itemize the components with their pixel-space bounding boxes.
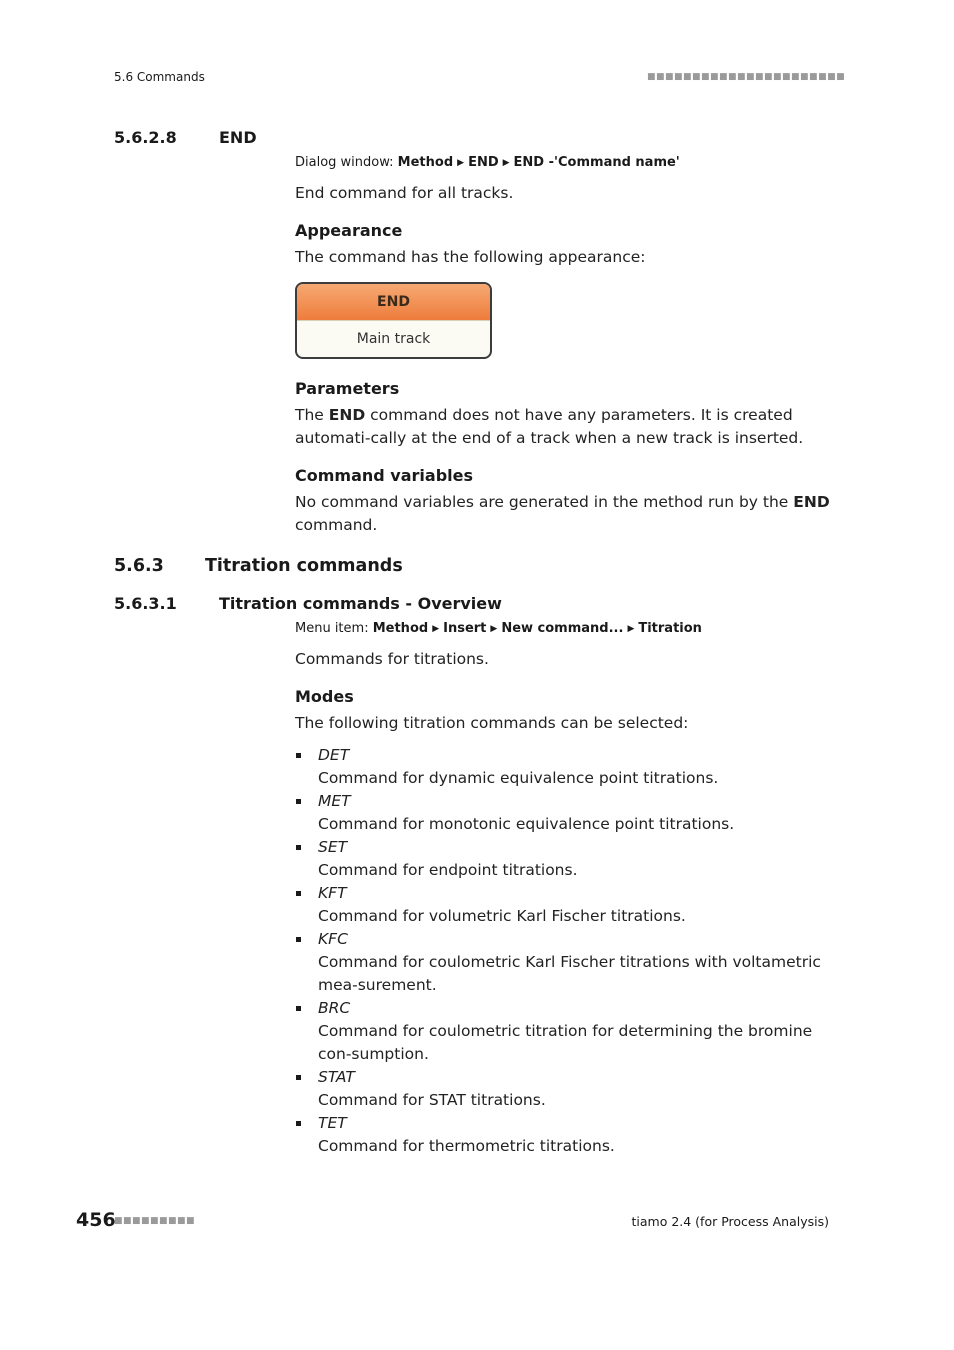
list-item [295, 1066, 830, 1112]
modes-text: The following titration commands can be selected: [295, 714, 689, 732]
list-item [295, 744, 830, 790]
section-number: 5.6.2.8 [114, 128, 177, 147]
widget-title: END [297, 284, 490, 321]
end-command-widget [295, 282, 492, 359]
menu-prefix: Menu item: [295, 621, 369, 636]
triangle-right-icon: ▶ [490, 624, 498, 634]
parameters-text [295, 404, 830, 450]
variables-text [295, 491, 830, 537]
triangle-right-icon: ▶ [457, 158, 465, 168]
modes-heading: Modes [295, 687, 354, 706]
parameters-heading: Parameters [295, 379, 400, 398]
bullet-square-icon [296, 799, 301, 804]
list-item [295, 928, 830, 997]
widget-subtitle: Main track [356, 331, 431, 347]
footer-decoration: ■■■■■■■■■ [114, 1216, 196, 1226]
section-number: 5.6.3 [114, 556, 164, 576]
path-item: New command... [501, 621, 624, 636]
overview-intro: Commands for titrations. [295, 650, 489, 668]
text-run: command does not have any parameters. It is created automati-cally at the end of a track when a new track is inserted. [295, 406, 804, 447]
bullet-square-icon [296, 1075, 301, 1080]
modes-list [295, 744, 830, 1158]
section-heading-overview [114, 594, 614, 616]
section-title: END [219, 128, 257, 147]
mode-term: BRC [318, 999, 351, 1017]
page-number: 456 [76, 1209, 116, 1231]
triangle-right-icon: ▶ [432, 624, 440, 634]
section-title: Titration commands - Overview [219, 594, 502, 613]
path-item: END -'Command name' [513, 155, 680, 170]
triangle-right-icon: ▶ [627, 624, 635, 634]
mode-term: SET [318, 838, 348, 856]
mode-desc: Command for monotonic equivalence point titrations. [318, 815, 735, 833]
section-heading-end [114, 128, 414, 150]
bullet-square-icon [296, 1006, 301, 1011]
triangle-right-icon: ▶ [502, 158, 510, 168]
list-item [295, 882, 830, 928]
mode-term: MET [318, 792, 351, 810]
list-item [295, 836, 830, 882]
mode-term: DET [318, 746, 350, 764]
mode-desc: Command for thermometric titrations. [318, 1137, 615, 1155]
section-number: 5.6.3.1 [114, 594, 177, 613]
dialog-prefix: Dialog window: [295, 155, 394, 170]
variables-heading: Command variables [295, 466, 473, 485]
menu-path [295, 621, 702, 636]
mode-term: TET [318, 1114, 347, 1132]
list-item [295, 997, 830, 1066]
mode-term: KFT [318, 884, 347, 902]
list-item [295, 1112, 830, 1158]
product-name: tiamo 2.4 (for Process Analysis) [631, 1214, 829, 1229]
bullet-square-icon [296, 753, 301, 758]
bullet-square-icon [296, 845, 301, 850]
bullet-square-icon [296, 937, 301, 942]
mode-desc: Command for coulometric titration for determining the bromine con-sumption. [318, 1022, 813, 1063]
section-heading-titration [114, 556, 514, 580]
path-item: Method [397, 155, 454, 170]
text-run: The [295, 406, 329, 424]
mode-desc: Command for STAT titrations. [318, 1091, 546, 1109]
end-intro: End command for all tracks. [295, 184, 514, 202]
section-title: Titration commands [205, 556, 403, 576]
text-run-bold: END [793, 493, 830, 511]
mode-desc: Command for volumetric Karl Fischer titrations. [318, 907, 686, 925]
bullet-square-icon [296, 1121, 301, 1126]
path-item: Titration [638, 621, 702, 636]
running-header: 5.6 Commands [114, 70, 205, 84]
path-item: Insert [443, 621, 487, 636]
header-decoration: ■■■■■■■■■■■■■■■■■■■■■■ [647, 72, 846, 82]
list-item [295, 790, 830, 836]
appearance-heading: Appearance [295, 221, 403, 240]
mode-desc: Command for coulometric Karl Fischer titrations with voltametric mea-surement. [318, 953, 821, 994]
text-run: command. [295, 516, 378, 534]
appearance-text: The command has the following appearance: [295, 248, 646, 266]
mode-desc: Command for endpoint titrations. [318, 861, 578, 879]
bullet-square-icon [296, 891, 301, 896]
text-run-bold: END [328, 406, 366, 424]
mode-term: KFC [318, 930, 348, 948]
text-run: No command variables are generated in the method run by the [295, 493, 794, 511]
path-item: Method [372, 621, 429, 636]
mode-term: STAT [318, 1068, 355, 1086]
path-item: END [468, 155, 499, 170]
dialog-path [295, 155, 680, 170]
mode-desc: Command for dynamic equivalence point titrations. [318, 769, 719, 787]
